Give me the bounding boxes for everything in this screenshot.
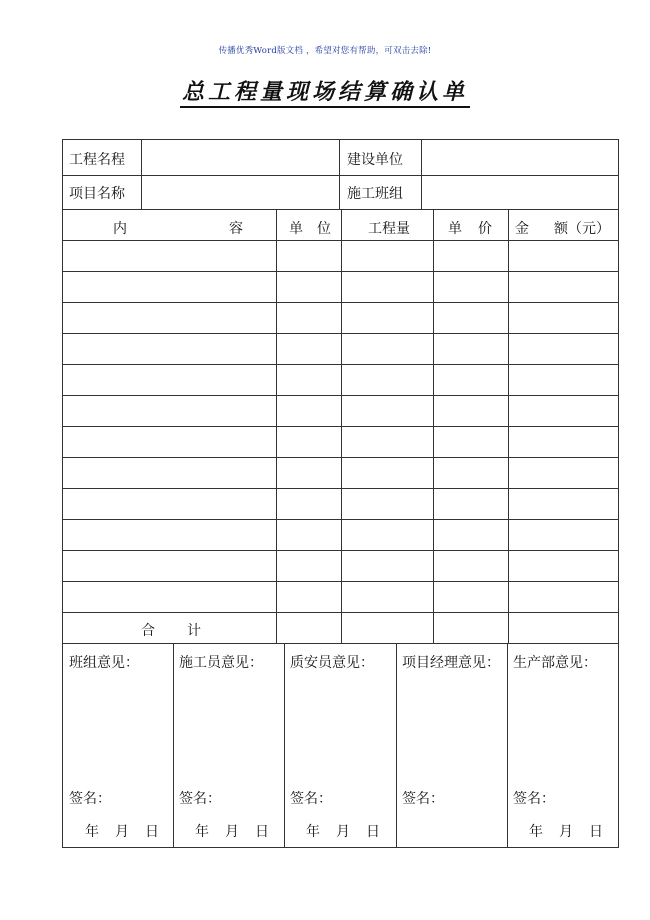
table-row-line	[63, 457, 618, 458]
date-label-safety	[306, 821, 380, 841]
info-divider	[421, 140, 422, 209]
table-row-line	[63, 550, 618, 551]
opinion-divider	[284, 643, 285, 847]
column-header-unit-part: 位	[317, 221, 331, 237]
total-label-part: 合	[141, 623, 155, 639]
table-row-line	[63, 271, 618, 272]
opinion-divider	[507, 643, 508, 847]
date-label-safety-part: 月	[336, 824, 350, 840]
table-row-line	[63, 612, 618, 613]
opinion-label-production: 生产部意见：	[513, 655, 597, 671]
opinion-divider	[396, 643, 397, 847]
opinion-label-safety: 质安员意见：	[290, 655, 374, 671]
signature-label-safety: 签名：	[290, 791, 332, 807]
info-divider	[141, 140, 142, 209]
date-label-builder	[195, 821, 269, 841]
signature-label-crew: 签名：	[69, 791, 111, 807]
column-header-content-part: 容	[229, 221, 243, 237]
title-text: 总工程量现场结算确认单	[180, 79, 470, 108]
signature-label-pm: 签名：	[402, 791, 444, 807]
total-label-part: 计	[187, 623, 201, 639]
date-label-production-part: 日	[589, 824, 603, 840]
date-label-safety-part: 年	[306, 824, 320, 840]
date-label-crew-part: 日	[145, 824, 159, 840]
opinion-divider	[173, 643, 174, 847]
opinion-label-crew: 班组意见：	[69, 655, 139, 671]
total-label	[141, 620, 201, 640]
column-header-quantity: 工程量	[368, 221, 410, 237]
settlement-form	[62, 139, 619, 848]
table-row-line	[63, 333, 618, 334]
date-label-builder-part: 年	[195, 824, 209, 840]
column-header-unit	[289, 218, 331, 238]
column-header-price	[448, 218, 492, 238]
date-label-builder-part: 月	[225, 824, 239, 840]
column-header-amount-part: 金	[515, 221, 529, 237]
date-label-production	[529, 821, 603, 841]
table-row-line	[63, 395, 618, 396]
header-note: 传播优秀Word版文档 ，希望对您有帮助，可双击去除!	[218, 46, 432, 56]
table-row-line	[63, 302, 618, 303]
table-row-line	[63, 519, 618, 520]
table-row-line	[63, 364, 618, 365]
info-divider	[339, 140, 340, 209]
info-label-crew: 施工班组	[347, 186, 403, 202]
signature-label-production: 签名：	[513, 791, 555, 807]
table-row-line	[63, 488, 618, 489]
date-label-production-part: 年	[529, 824, 543, 840]
date-label-crew-part: 年	[85, 824, 99, 840]
page-title	[0, 75, 650, 106]
info-label-project-name: 工程名程	[69, 152, 125, 168]
table-row-line	[63, 426, 618, 427]
info-label-item-name: 项目名称	[69, 186, 125, 202]
column-header-amount-part: 额（元）	[554, 221, 610, 237]
opinion-label-pm: 项目经理意见：	[402, 655, 500, 671]
info-row-divider	[63, 175, 618, 176]
column-header-content-part: 内	[113, 221, 127, 237]
date-label-crew-part: 月	[115, 824, 129, 840]
date-label-production-part: 月	[559, 824, 573, 840]
date-label-crew	[85, 821, 159, 841]
column-header-content	[113, 218, 243, 238]
column-header-price-part: 价	[478, 221, 492, 237]
column-header-amount	[515, 218, 610, 238]
total-bottom-line	[63, 643, 618, 644]
table-row-line	[63, 581, 618, 582]
date-label-builder-part: 日	[255, 824, 269, 840]
opinion-label-builder: 施工员意见：	[179, 655, 263, 671]
column-header-price-part: 单	[448, 221, 462, 237]
date-label-safety-part: 日	[366, 824, 380, 840]
info-label-builder: 建设单位	[347, 152, 403, 168]
signature-label-builder: 签名：	[179, 791, 221, 807]
column-header-unit-part: 单	[289, 221, 303, 237]
